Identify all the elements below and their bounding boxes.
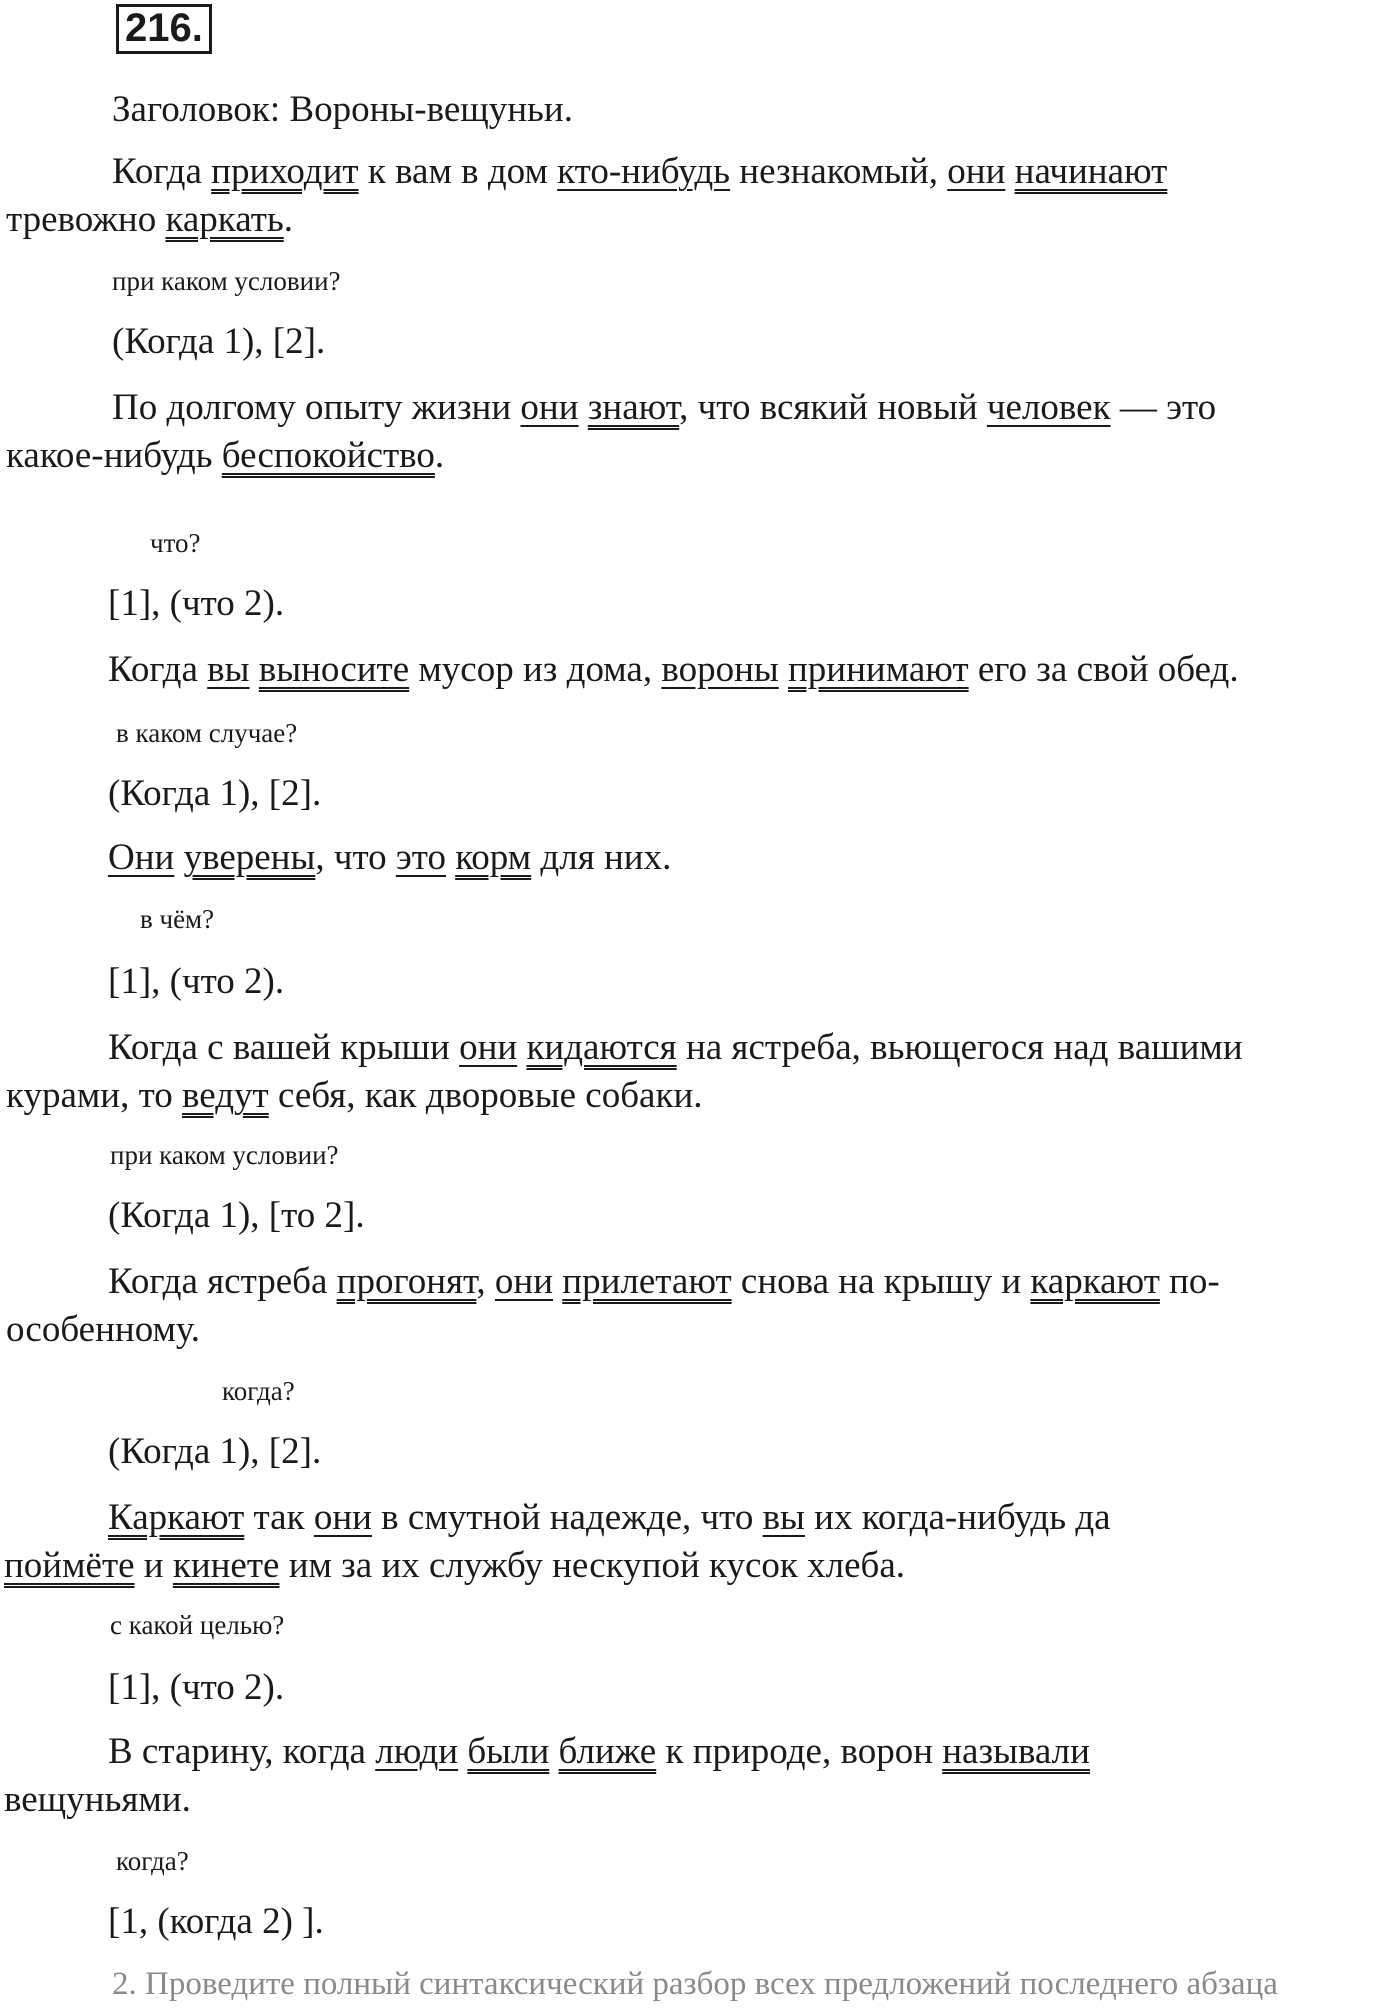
subject-word: люди bbox=[375, 1731, 459, 1772]
predicate-word: знают bbox=[587, 387, 680, 428]
text-run: , что bbox=[315, 837, 396, 878]
text-run bbox=[1005, 151, 1014, 192]
text-run: Когда bbox=[108, 649, 208, 690]
text-run: какое-нибудь bbox=[6, 435, 222, 476]
text-run: их когда-нибудь да bbox=[804, 1497, 1111, 1538]
exercise-number: 216. bbox=[116, 4, 212, 54]
predicate-word: беспокойство bbox=[221, 435, 435, 476]
subject-word: вороны bbox=[661, 649, 779, 690]
question-label: с какой целью? bbox=[110, 1610, 285, 1640]
sentence-line bbox=[112, 148, 1167, 196]
text-run: мусор из дома, bbox=[409, 649, 662, 690]
text-run: по- bbox=[1159, 1261, 1220, 1302]
sentence-line bbox=[108, 834, 671, 882]
predicate-word: кинете bbox=[172, 1545, 280, 1586]
scheme-line: (Когда 1), [то 2]. bbox=[108, 1195, 365, 1236]
text-run: курами, то bbox=[6, 1075, 183, 1116]
text-run bbox=[458, 1731, 467, 1772]
predicate-word: начинают bbox=[1014, 151, 1168, 192]
sentence-line bbox=[108, 1024, 1243, 1072]
subject-word: кто-нибудь bbox=[557, 151, 731, 192]
sentence-line bbox=[4, 1776, 191, 1824]
sentence-line bbox=[4, 1542, 905, 1590]
sentence-line bbox=[6, 1306, 200, 1354]
predicate-word: называли bbox=[942, 1731, 1090, 1772]
predicate-word: корм bbox=[455, 837, 532, 878]
subject-word: Они bbox=[108, 837, 175, 878]
text-run: Когда с вашей крыши bbox=[108, 1027, 460, 1068]
scheme-line: [1], (что 2). bbox=[108, 1667, 285, 1708]
text-run: к вам в дом bbox=[358, 151, 558, 192]
text-run: его за свой обед. bbox=[968, 649, 1239, 690]
question-label: когда? bbox=[222, 1376, 295, 1406]
predicate-word: ведут bbox=[182, 1075, 269, 1116]
scheme-line: (Когда 1), [2]. bbox=[108, 1431, 322, 1472]
question-label: при каком условии? bbox=[110, 1140, 339, 1170]
task-instruction: 2. Проведите полный синтаксический разбор всех предложений последнего абзаца bbox=[112, 1966, 1278, 2002]
question-label: в каком случае? bbox=[116, 718, 298, 748]
predicate-word: кидаются bbox=[526, 1027, 677, 1068]
sentence-line bbox=[108, 646, 1239, 694]
scheme-line: [1, (когда 2) ]. bbox=[108, 1901, 324, 1942]
text-run bbox=[174, 837, 183, 878]
text-run: По долгому опыту жизни bbox=[112, 387, 521, 428]
sentence-line bbox=[108, 1728, 1090, 1776]
predicate-word: уверены bbox=[183, 837, 316, 878]
subject-word: они bbox=[947, 151, 1006, 192]
question-label: что? bbox=[150, 528, 201, 558]
text-run bbox=[553, 1261, 562, 1302]
text-run bbox=[779, 649, 788, 690]
sentence-line bbox=[108, 1494, 1111, 1542]
text-run: — это bbox=[1110, 387, 1217, 428]
predicate-word: каркать bbox=[165, 199, 284, 240]
scheme-line: [1], (что 2). bbox=[108, 961, 285, 1002]
question-label: когда? bbox=[116, 1846, 189, 1876]
text-run: им за их службу нескупой кусок хлеба. bbox=[279, 1545, 905, 1586]
text-run: в смутной надежде, что bbox=[371, 1497, 763, 1538]
predicate-word: каркают bbox=[1030, 1261, 1160, 1302]
text-run: и bbox=[134, 1545, 173, 1586]
text-run: Когда bbox=[112, 151, 212, 192]
text-run: В старину, когда bbox=[108, 1731, 376, 1772]
text-run: особенному. bbox=[6, 1309, 200, 1350]
sentence-line bbox=[6, 1072, 703, 1120]
text-run: для них. bbox=[531, 837, 672, 878]
text-run: Когда ястреба bbox=[108, 1261, 337, 1302]
scheme-line: [1], (что 2). bbox=[108, 583, 285, 624]
subject-word: они bbox=[459, 1027, 518, 1068]
predicate-word: приходит bbox=[211, 151, 359, 192]
text-run: , bbox=[476, 1261, 495, 1302]
text-run bbox=[446, 837, 455, 878]
sentence-line bbox=[108, 1258, 1220, 1306]
text-run: . bbox=[434, 435, 445, 476]
question-label: при каком условии? bbox=[112, 266, 341, 296]
text-run: , что всякий новый bbox=[679, 387, 987, 428]
predicate-word: прогонят bbox=[336, 1261, 477, 1302]
predicate-word: поймёте bbox=[4, 1545, 135, 1586]
text-run bbox=[579, 387, 588, 428]
question-label: в чём? bbox=[140, 904, 215, 934]
title-line: Заголовок: Вороны-вещуньи. bbox=[112, 89, 573, 130]
subject-word: они bbox=[520, 387, 579, 428]
scheme-line: (Когда 1), [2]. bbox=[108, 773, 322, 814]
text-run: так bbox=[244, 1497, 314, 1538]
predicate-word: прилетают bbox=[562, 1261, 732, 1302]
subject-word: вы bbox=[207, 649, 250, 690]
text-run: вещуньями. bbox=[4, 1779, 191, 1820]
predicate-word: выносите bbox=[258, 649, 410, 690]
text-run bbox=[549, 1731, 558, 1772]
subject-word: они bbox=[494, 1261, 554, 1302]
text-run: незнакомый, bbox=[730, 151, 948, 192]
predicate-word: ближе bbox=[558, 1731, 657, 1772]
predicate-word: Каркают bbox=[108, 1497, 245, 1538]
predicate-word: принимают bbox=[788, 649, 969, 690]
scheme-line: (Когда 1), [2]. bbox=[112, 321, 326, 362]
text-run: себя, как дворовые собаки. bbox=[268, 1075, 703, 1116]
text-run: снова на крышу и bbox=[731, 1261, 1031, 1302]
predicate-word: были bbox=[467, 1731, 550, 1772]
text-run: . bbox=[283, 199, 293, 240]
subject-word: это bbox=[395, 837, 446, 878]
sentence-line bbox=[6, 196, 293, 244]
sentence-line bbox=[112, 384, 1216, 432]
subject-word: человек bbox=[986, 387, 1111, 428]
text-run: к природе, ворон bbox=[656, 1731, 943, 1772]
subject-word: они bbox=[313, 1497, 372, 1538]
subject-word: вы bbox=[762, 1497, 805, 1538]
text-run: тревожно bbox=[6, 199, 166, 240]
text-run: на ястреба, вьющегося над вашими bbox=[676, 1027, 1243, 1068]
sentence-line bbox=[6, 432, 444, 480]
text-run bbox=[250, 649, 259, 690]
